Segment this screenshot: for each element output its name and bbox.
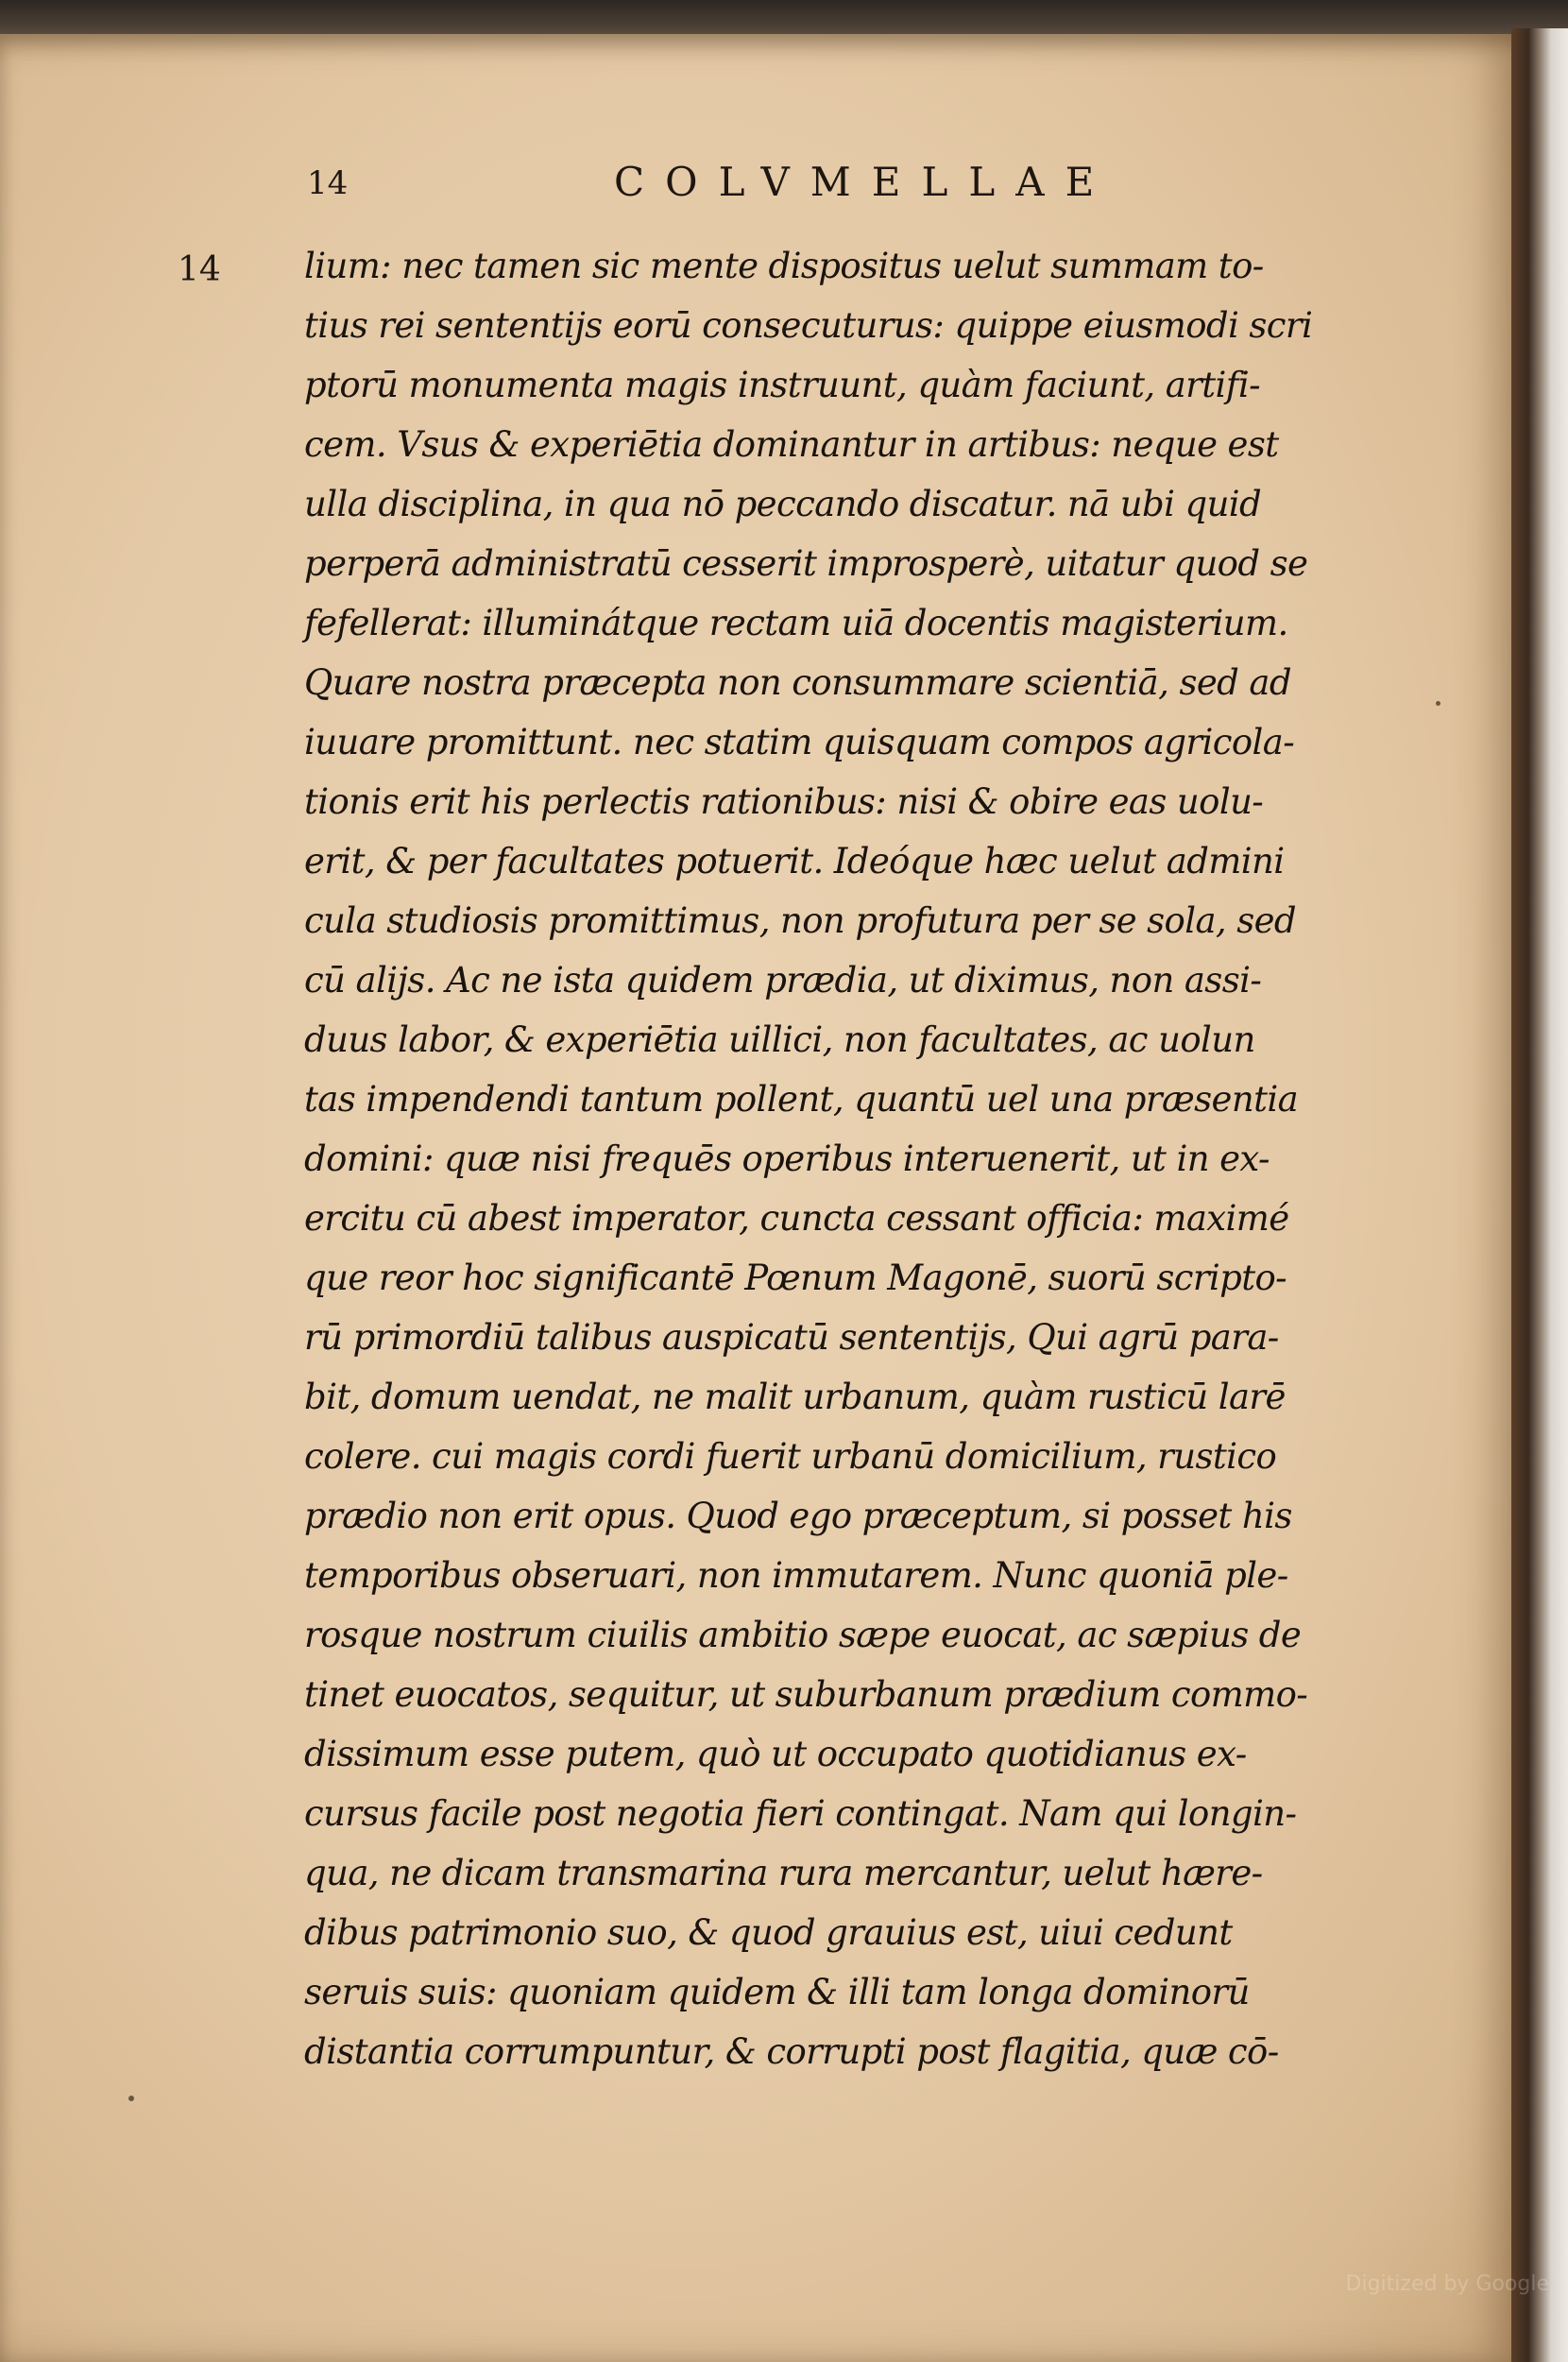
text-line: perperā administratū cesserit improsperè, uitatur quod se bbox=[304, 543, 1308, 584]
text-line: domini: quæ nisi frequēs operibus interuenerit, ut in ex- bbox=[304, 1138, 1270, 1179]
text-line: prædio non erit opus. Quod ego præceptum, si posset his bbox=[304, 1496, 1292, 1536]
text-line: ptorū monumenta magis instruunt, quàm faciunt, artifi- bbox=[304, 365, 1260, 405]
margin-page-number: 14 bbox=[178, 250, 221, 289]
running-head bbox=[307, 159, 1327, 206]
ink-speck bbox=[1436, 701, 1440, 706]
text-line: que reor hoc significantē Pœnum Magonē, suorū scripto- bbox=[304, 1258, 1287, 1298]
text-line: duus labor, & experiētia uillici, non facultates, ac uolun bbox=[304, 1019, 1255, 1060]
text-line: cem. Vsus & experiētia dominantur in artibus: neque est bbox=[304, 424, 1279, 465]
text-line: iuuare promittunt. nec statim quisquam compos agricola- bbox=[304, 722, 1295, 762]
text-line: qua, ne dicam transmarina rura mercantur, uelut hære- bbox=[304, 1853, 1263, 1893]
text-line: ulla disciplina, in qua nō peccando discatur. nā ubi quid bbox=[304, 484, 1262, 524]
text-line: tinet euocatos, sequitur, ut suburbanum prædium commo- bbox=[304, 1674, 1308, 1715]
text-line: fefellerat: illuminátque rectam uiā docentis magisterium. bbox=[304, 603, 1288, 643]
page-number: 14 bbox=[307, 164, 349, 202]
digitized-watermark: Digitized by Google bbox=[1345, 2272, 1549, 2296]
text-line: dissimum esse putem, quò ut occupato quotidianus ex- bbox=[304, 1734, 1247, 1774]
text-line: lium: nec tamen sic mente dispositus uelut summam to- bbox=[304, 246, 1264, 286]
running-title: COLVMELLAE bbox=[614, 159, 1116, 205]
text-line: cula studiosis promittimus, non profutura per se sola, sed bbox=[304, 900, 1297, 941]
text-line: cursus facile post negotia fieri contingat. Nam qui longin- bbox=[304, 1793, 1297, 1834]
text-line: dibus patrimonio suo, & quod grauius est, uiui cedunt bbox=[304, 1912, 1233, 1953]
text-line: bit, domum uendat, ne malit urbanum, quàm rusticū larē bbox=[304, 1377, 1286, 1417]
text-line: tionis erit his perlectis rationibus: nisi & obire eas uolu- bbox=[304, 781, 1264, 822]
text-line: Quare nostra præcepta non consummare scientiā, sed ad bbox=[304, 662, 1291, 703]
text-line: tas impendendi tantum pollent, quantū uel una præsentia bbox=[304, 1079, 1299, 1120]
text-line: seruis suis: quoniam quidem & illi tam longa dominorū bbox=[304, 1972, 1250, 2012]
text-line: rū primordiū talibus auspicatū sententijs, Qui agrū para- bbox=[304, 1317, 1279, 1358]
text-line: distantia corrumpuntur, & corrupti post flagitia, quæ cō- bbox=[304, 2031, 1279, 2072]
text-line: erit, & per facultates potuerit. Ideóque hæc uelut admini bbox=[304, 841, 1285, 881]
text-line: colere. cui magis cordi fuerit urbanū domicilium, rustico bbox=[304, 1436, 1277, 1477]
text-line: rosque nostrum ciuilis ambitio sæpe euocat, ac sæpius de bbox=[304, 1615, 1302, 1655]
ink-speck bbox=[128, 2096, 134, 2101]
text-block bbox=[304, 236, 1343, 2081]
page-gutter-edge bbox=[1511, 28, 1568, 2362]
text-line: tius rei sententijs eorū consecuturus: quippe eiusmodi scri bbox=[304, 305, 1313, 346]
text-line: cū alijs. Ac ne ista quidem prædia, ut diximus, non assi- bbox=[304, 960, 1262, 1001]
text-line: temporibus obseruari, non immutarem. Nunc quoniā ple- bbox=[304, 1555, 1288, 1596]
text-line: ercitu cū abest imperator, cuncta cessant officia: maximé bbox=[304, 1198, 1289, 1239]
